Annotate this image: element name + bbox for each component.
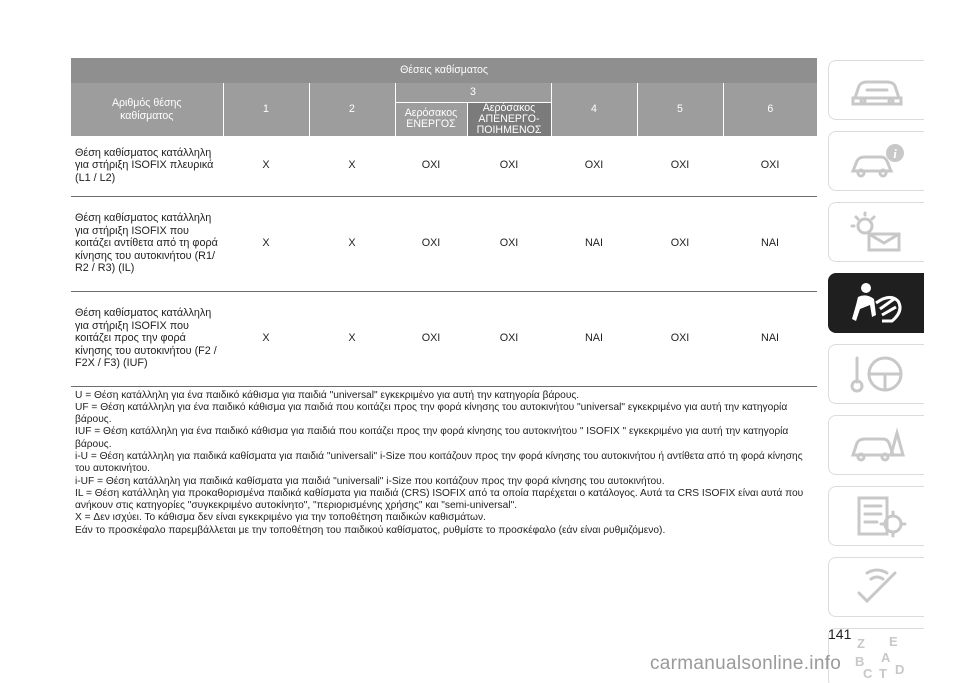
document-content: [71, 58, 817, 537]
warning-lights-message-icon: [847, 210, 907, 254]
note-line: UF = Θέση κατάλληλη για ένα παιδικό κάθισμα για παιδιά που κοιτάζει προς την φορά κίνησης του αυτοκινήτου "universal" εγκεκριμένο για αυτή την κατηγορία βάρους.: [75, 401, 788, 426]
cell-value: ΟΧΙ: [670, 237, 690, 250]
table-row: [71, 196, 817, 291]
tab-safety-active[interactable]: [828, 273, 924, 333]
col-header-1: 1: [223, 83, 309, 136]
tab-maintenance[interactable]: [828, 486, 924, 546]
cell-value: X: [262, 237, 270, 250]
row-header: Αριθμός θέσης καθίσματος: [71, 83, 223, 136]
cell-value: ΟΧΙ: [670, 159, 690, 172]
svg-text:C: C: [862, 666, 872, 681]
cell-value: X: [262, 159, 270, 172]
col-header-3-airbag-active: Αερόσακος ΕΝΕΡΓΟΣ: [395, 102, 467, 136]
note-line: i-U = Θέση κατάλληλη για παιδικά καθίσματα για παιδιά "universali" i-Size που κοιτάζουν προς την φορά κίνησης του αυτοκινήτου ή αντίθετα από τη φορά κίνησης του αυτοκινήτου.: [75, 450, 803, 475]
tab-emergency[interactable]: [828, 415, 924, 475]
cell-value: ΝΑΙ: [761, 332, 780, 345]
car-breakdown-icon: [847, 425, 907, 465]
tab-starting-driving[interactable]: [828, 344, 924, 404]
cell-value: ΝΑΙ: [761, 237, 780, 250]
car-dashboard-icon: [847, 70, 907, 110]
svg-text:A: A: [880, 650, 890, 665]
svg-text:D: D: [894, 662, 904, 677]
table-row: [71, 136, 817, 196]
alphabetical-index-icon: [847, 634, 907, 682]
note-line: X = Δεν ισχύει. Το κάθισμα δεν είναι εγκεκριμένο για την τοποθέτηση παιδικών καθισμάτων.: [75, 512, 486, 524]
note-line: U = Θέση κατάλληλη για ένα παιδικό κάθισμα για παιδιά "universal" εγκεκριμένο για αυτή την κατηγορία βάρους.: [75, 389, 580, 401]
tab-multimedia[interactable]: [828, 557, 924, 617]
row-label: Θέση καθίσματος κατάλληλη για στήριξη ISOFIX πλευρικά (L1 / L2): [75, 146, 214, 185]
cell-value: X: [348, 237, 356, 250]
tab-warning-lights[interactable]: [828, 202, 924, 262]
table-row: [71, 291, 817, 386]
note-line: i-UF = Θέση κατάλληλη για παιδικά καθίσματα για παιδιά "universali" i-Size που κοιτάζουν προς την φορά κίνησης του αυτοκινήτου.: [75, 475, 665, 487]
cell-value: ΟΧΙ: [499, 159, 519, 172]
chapter-tabs: [828, 60, 924, 683]
key-steering-wheel-icon: [847, 352, 907, 396]
cell-value: X: [348, 159, 356, 172]
note-line: IL = Θέση κατάλληλη για προκαθορισμένα παιδικά καθίσματα για παιδιά (CRS) ISOFIX από τα οποία παρέχεται ο κατάλογος. Αυτά τα CRS ISOFIX είναι αυτά που ανήκουν στις κατηγορίες "συγκεκριμένο αυτοκίνητο", "περιορισμένης χρήσης" και "semi-universal".: [75, 487, 804, 512]
svg-text:E: E: [888, 634, 898, 649]
note-line: Εάν το προσκέφαλο παρεμβάλλεται με την τοποθέτηση του παιδικού καθίσματος, ρυθμίστε το προσκέφαλο (εάν είναι ρυθμιζόμενο).: [75, 524, 666, 536]
table-title: Θέσεις καθίσματος: [71, 58, 817, 83]
svg-text:T: T: [878, 666, 887, 681]
row-label: Θέση καθίσματος κατάλληλη για στήριξη ISOFIX που κοιτάζει προς την φορά κίνησης του αυτοκινήτου (F2 / F2X / F3) (IUF): [75, 307, 217, 370]
col-header-2: 2: [309, 83, 395, 136]
row-label: Θέση καθίσματος κατάλληλη για στήριξη ISOFIX που κοιτάζει αντίθετα από τη φορά κίνησης του αυτοκινήτου (R1/ R2 / R3) (IL): [75, 212, 218, 275]
cell-value: X: [348, 332, 356, 345]
multimedia-icon: [847, 565, 907, 609]
cell-value: ΟΧΙ: [421, 237, 441, 250]
cell-value: ΟΧΙ: [421, 332, 441, 345]
maintenance-checklist-icon: [847, 494, 907, 538]
cell-value: ΝΑΙ: [585, 237, 603, 250]
seat-positions-table: [71, 58, 817, 387]
col-header-6: 6: [723, 83, 817, 136]
watermark-text: carmanualsonline.info: [650, 653, 842, 674]
cell-value: ΟΧΙ: [499, 237, 519, 250]
svg-text:i: i: [892, 146, 897, 161]
col-header-3: 3: [395, 83, 551, 102]
col-header-3-airbag-deactivated: Αερόσακος ΑΠΕΝΕΡΓΟ-ΠΟΙΗΜΕΝΟΣ: [467, 102, 551, 136]
cell-value: ΟΧΙ: [760, 159, 780, 172]
col-header-4: 4: [551, 83, 637, 136]
cell-value: X: [262, 332, 270, 345]
seat-airbag-icon: [846, 279, 906, 327]
cell-value: ΝΑΙ: [585, 332, 603, 345]
cell-value: ΟΧΙ: [421, 159, 441, 172]
col-header-5: 5: [637, 83, 723, 136]
car-info-icon: [847, 141, 907, 181]
cell-value: ΟΧΙ: [670, 332, 690, 345]
cell-value: ΟΧΙ: [499, 332, 519, 345]
legend-notes: [71, 387, 817, 538]
note-line: IUF = Θέση κατάλληλη για ένα παιδικό κάθισμα για παιδιά που κοιτάζει προς την φορά κίνησης του αυτοκινήτου " ISOFIX " εγκεκριμένο για αυτή την κατηγορία βάρους.: [75, 426, 789, 450]
tab-dashboard[interactable]: [828, 60, 924, 120]
svg-text:B: B: [854, 654, 864, 669]
page-number: 141: [828, 626, 852, 642]
tab-car-info[interactable]: [828, 131, 924, 191]
cell-value: ΟΧΙ: [584, 159, 604, 172]
svg-text:Z: Z: [856, 636, 865, 651]
